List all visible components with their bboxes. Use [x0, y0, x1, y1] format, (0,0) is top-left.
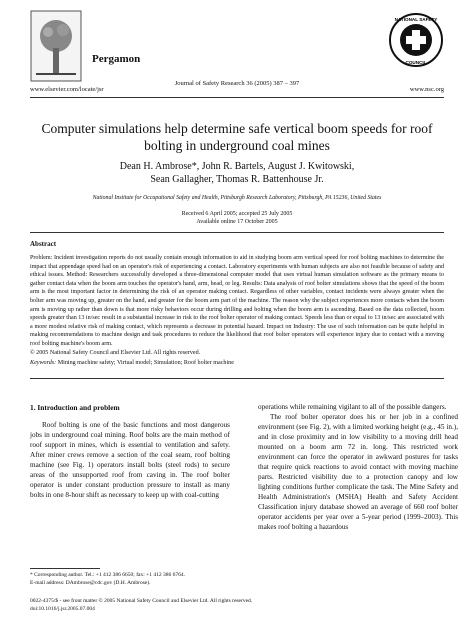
keywords-label: Keywords:: [30, 360, 57, 366]
abstract-copyright: © 2005 National Safety Council and Elsevier Ltd. All rights reserved.: [30, 349, 201, 356]
doi-line[interactable]: doi:10.1016/j.jsr.2005.07.004: [30, 605, 95, 612]
received-accepted: Received 6 April 2005; accepted 25 July 2005: [181, 211, 293, 217]
publisher-url[interactable]: www.elsevier.com/locate/jsr: [30, 86, 104, 93]
authors-line-1: Dean H. Ambrose*, John R. Bartels, August J. Kwitowski,: [119, 161, 355, 172]
keywords: [30, 360, 444, 366]
left-column: [30, 420, 230, 500]
seal-text-bottom: COUNCIL: [405, 60, 427, 65]
section-heading: 1. Introduction and problem: [30, 403, 120, 412]
keywords-text: Mining machine safety; Virtual model; Simulation; Roof bolter machine: [57, 360, 234, 366]
abstract-heading: Abstract: [30, 240, 57, 248]
issn-line: 0022-4375/$ - see front matter © 2005 National Safety Council and Elsevier Ltd. All rights reserved.: [30, 598, 253, 604]
available-online: Available online 17 October 2005: [196, 219, 278, 225]
affiliation: National Institute for Occupational Safety and Health, Pittsburgh Research Laboratory, Pittsburgh, PA 15236, United States: [92, 195, 382, 201]
seal-text-top: NATIONAL SAFETY: [394, 17, 438, 22]
article-title: Computer simulations help determine safe vertical boom speeds for roof bolting in underground coal mines: [41, 121, 433, 153]
council-url[interactable]: www.nsc.org: [409, 86, 444, 93]
journal-reference: Journal of Safety Research 36 (2005) 387 – 397: [174, 80, 300, 87]
body-paragraph-right-2: The roof bolter operator does his or her job in a confined environment (see Fig. 2), with a limited working height (e.g., 45 in.), and in close proximity and in low visibility to a moving drill head mounted on a boom arm 72 in. long. This restricted work environment can force the operator in awkward postures for tasks that require quick reactions to avoid contact with moving machine parts. Restricted visibility due to a protection canopy and low lighting conditions further complicate the task. The Mine Safety and Health Administration's (MSHA) Health and Safety Accident Classification injury database showed an average of 660 roof bolter operator accidents per year over a 5-year period (1999–2003). This makes roof bolting a hazardous: [258, 413, 458, 531]
abstract-body: [30, 254, 444, 357]
authors-line-2: Sean Gallagher, Thomas R. Battenhouse Jr.: [150, 174, 324, 185]
right-column: [258, 402, 458, 532]
issn-doi-block: [30, 598, 444, 613]
header-rule: [30, 97, 444, 98]
national-safety-council-seal: [388, 12, 444, 74]
body-paragraph-right-1: operations while remaining vigilant to all of the possible dangers.: [258, 403, 447, 411]
publisher-name: Pergamon: [92, 53, 141, 65]
author-list: [40, 160, 434, 186]
abstract-text: Problem: Incident investigation reports do not usually contain enough information to aid in studying boom arm vertical speed for roof bolting machines to determine the impact that appendage speed had on an operator's risk of experiencing a contact. Laboratory experiments with human subjects are also not feasible because of safety and ethical issues. Method: Researchers successfully developed a three-dimensional computer model that uses virtual human simulation software as the primary means to gather contact data when the boom arm touches the operator's hand, arm, head, or leg. Results: Data analysis of roof bolter simulations shows that the speed of the boom arm is the most important factor in determining the risk of an operator making contact. Regardless of other variables, contact incidents were always greater when the bolter arm was moving up, greater on the hand, and greater for the boom arm part of the machine. The reason why the subject experiences more contacts when the boom arm is moving up rather than down is that more risky behaviors occur during drilling and bolting when the boom arm is ascending. Based on the data collected, boom speeds greater than 13 in/sec result in a substantial increase in risk to the roof bolter operator of making contact. Speeds less than or equal to 13 in/sec are associated with a more modest relative risk of making contact, which represents a decrease in potential hazard. Impact on Industry: The use of such information can be quite helpful in making recommendations to machine design and task procedures to reduce the likelihood that roof bolter operators will experience injury due to contact with a moving roof bolting machine's boom arm.: [30, 255, 444, 347]
elsevier-logo: [30, 10, 82, 82]
received-dates: [30, 210, 444, 226]
body-paragraph-left: Roof bolting is one of the basic functions and most dangerous jobs in underground coal mining. Roof bolts are the main method of roof support in mines, which is essential to ventilation and safety. After miner crews remove a section of the coal seam, roof bolting machine (see Fig. 1) operators install bolts (steel rods) to secure areas of the unsupported roof from caving in. The roof bolter operator is under constant production pressure to install as many bolts in one 8-hour shift as necessary to keep up with coal-cutting: [30, 421, 230, 499]
abstract-bottom-rule: [30, 378, 444, 379]
footnote-rule: [30, 568, 100, 569]
footnotes: [30, 572, 230, 587]
email-note[interactable]: E-mail address: DAmbrose@cdc.gov (D.H. Ambrose).: [30, 579, 151, 586]
corresponding-author-note: * Corresponding author. Tel.: +1 412 386 6650; fax: +1 412 386 6764.: [30, 572, 185, 578]
abstract-top-rule: [30, 232, 444, 233]
